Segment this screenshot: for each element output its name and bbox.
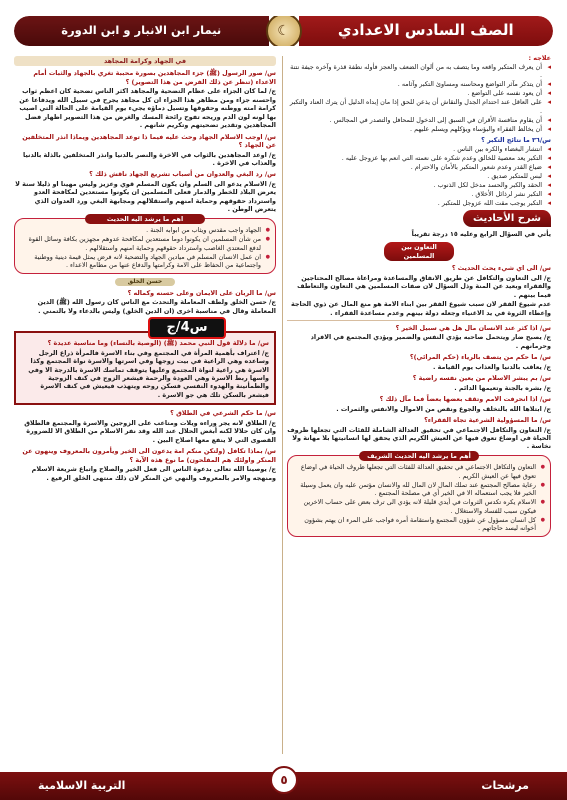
list-item: ● الاسلام يكره تكدس الثروات في أيدي قليلة لانه يؤدي الى ترف بعض على حساب الاخرين فيكون سبب للفساد والاستغلال . [293, 498, 545, 515]
cooperation-band: التعاون بين المسلمين [384, 242, 454, 261]
question: س/ ما المسؤولية الشرعية تجاه الفقراء؟ [424, 416, 551, 425]
arrogance-results-question: س/٣٦ ما نتائج التكبر ؟ [481, 136, 551, 145]
list-item: ● ان عمل الانسان المسلم في ميادين الجهاد والتضحية لانه فرض يمثل قيمة دينية ووطنية واجتماعية من الحفاظ على الامة وكرامتها والدفاع عنها من مطامع الاعداء . [20, 253, 270, 270]
answer: ج/ الى التعاون والتكافل عن طريق الانفاق والمساعدة ومراعاة مصالح المحتاجين والفقراء وبعيد عن المنة وذل السؤال لان صفات المسلمين هي التعاون والتعاطف فيما بينهم . [297, 273, 551, 299]
answer: ج/ بشره بالجنة وتعيمها الدائم . [454, 383, 551, 392]
answer: ج/ حسن الخلق ولطف المعاملة والتحدث مع الناس كان رسول الله (ﷺ) الدين المعاملة وقال في مناسبة اخرى (ان الدين الخلق) وليس بالدعاء ولا بالتمني . [37, 298, 276, 315]
page-number: ٥ [270, 766, 298, 794]
question: س/ الى اي شيء يحث الحديث ؟ [451, 264, 551, 273]
question: س/ ما دلالة قول النبي محمد (ﷺ) (الوصية بالنساء) وما مناسبة عديدة ؟ [47, 339, 269, 348]
list-item: ◂ على العاقل عند احتدام الجدل والنقاش أن يذعن للحق إذا مان إبداه الدليل أن يترك العناد والتكبر . [287, 98, 551, 115]
question: س/ اذا انحرفت الامم وتقف بعضها بعضاً فما مآل ذلك ؟ [379, 395, 551, 404]
question: س/ ما الربان على الايمان وعلى حسنه وكماله ؟ [127, 288, 276, 297]
answer: ج/ اوعد المجاهدين بالثواب في الاخرة والنصر بالدنيا وانذر المتخلفين بالذلة بالدنيا والعذاب في الاخرة . [23, 150, 276, 167]
question: س/ بماذا تكافل (ولتكن منكم امة يدعون الى الخير ويأمرون بالمعروف وينهون عن المنكر واولئك هم المفلحون) ما نوع هذه الآية ؟ [22, 447, 276, 464]
list-item: ● رعاية مصالح المجتمع عند تملك المال لان المال لله والانسان مؤتمن عليه وان يعمل وسيلة الخير فلا يجب استعماله الا في الخير أي في مصلحة المجتمع . [293, 481, 545, 498]
list-item: ◂ أن يعرف المتكبر واقعه وما يتصف به من ألوان الضعف والعجز فأوله نطفة قذرة وآخره جيفة نتنة . [287, 63, 551, 80]
answer: ج/ ابتلاها الله بالتخلف والجوع ونقص من الاموال والانفس والثمرات . [336, 404, 551, 413]
list-item: ● التعاون والتكافل الاجتماعي في تحقيق العدالة للفئات التي تجعلها ظروف الحياة في اوضاع تعوق فيها عن العيش الكريم . [293, 463, 545, 480]
list-item: ◂ أن يقاوم منافسة الأقران في السبق إلى الدخول للمحافل والتصدر في المجالس . [287, 116, 551, 124]
list-item: ● الجهاد واجب مقدس ويثاب من ابوابه الجنة . [20, 226, 270, 234]
answer: ج/ الطلاق لانه يجر وراءه ويلات ومتاعب على الزوجين والاسرة والمجتمع فالطلاق وان كان حلالا لكنه أبغض الحلال عند الله وقد نفر الاسلام من الطلاق الا للضرورة القصوى التي لا ينفع معها اصلاح البين . [24, 418, 276, 444]
question: س/ اذا كثر عند الانسان مال هل هي سبيل الخير ؟ [395, 323, 551, 332]
answer: ج/ الاسلام يدعو الى السلم وان يكون المسلم قوي وعزيز وليس مهينا او ذليلا سنة لا يعرض البلاد للخطر والدمار فعلى المسلمين ان يكونوا مستعدين لمكافحة العدو واسترداد حقوقهم وحماية امنهم واستقلالهم ومجابهة البغي ورد العدوان الذي يتعرض الوطن . [15, 179, 276, 214]
emblem-icon: ☾ [266, 16, 302, 46]
hadith-guidance-box [287, 451, 551, 537]
right-column [287, 54, 551, 758]
results-list [287, 145, 551, 207]
left-column [14, 54, 276, 758]
footer-left-label: التربية الاسلامية [38, 778, 126, 792]
list-item: ◂ التكبر يعد معصية للخالق وعدم شكره على نعمته التي انعم بها عزوجل عليه . [287, 154, 551, 162]
grade-title: الصف السادس الاعدادي [299, 16, 554, 46]
list-item: ◂ التكبر يوجب مقت الله عزوجل للمتكبر . [287, 199, 551, 207]
column-divider [282, 56, 283, 754]
answer: ج/ لما كان الجزاء على عظام التضحية والمجاهد اكثر الناس تضحية كان اعظم ثواب واحسنه جزاء ومن مظاهر هذا الجزاء ان كل مجاهد يجرح في سبيل الله ويدفاعا عن كرامة امته ووطنه وحقوقها وتسيل دماؤه يجيء يوم القيامة على الحالة التي اصيب بها لونه لون الدم وريحه تفوح رائحة المسك والغرض من هذا التصوير اظهار فضل المجاهدين وتقدير تضحيتهم وتكريم شانهم . [19, 87, 276, 130]
list-item: ◂ التكبر نشر لرذائل الأخلاق . [287, 190, 551, 198]
box-title: أهم ما يرشد اليه الحديث الشريف [359, 451, 479, 461]
list-item: ● كل انسان مسؤول عن شؤون المجتمع واستقامة أمره فواجب على المرء ان يهتم بشؤون أخوانه ليسد حاجاتهم . [293, 516, 545, 533]
answer-stamp: س4/ج [148, 317, 226, 339]
separator [287, 320, 551, 321]
question: س/ اوجب الاسلام الجهاد وحث عليه فيما ذا توعد المجاهدين ويماذا انذر المتخلفين عن الجهاد ؟ [22, 132, 276, 150]
answer: ج/ يعاقب بالدنيا والعذاب يوم القيامة . [433, 362, 551, 371]
answer: ج/ اعتراف بأهمية المرأة في المجتمع وفي بناء الاسرة فالمرأة ذراع الرجل وساعده وهي الراعية في بيت زوجها وفي اسرتها والاسرة نواة المجتمع وكذا الاسرة هي راعية لنواة المجتمع وعليها يتوقف تماسك الاسرة بالدرجة الا وفي واسها ربط الاسرة وهي العودة والرحمة فيشعر الزوج في كنف الزوجية والطمأنينة والهدوء النفسي فسكن روحه ويتهذب فيعيش في كنف الاسرة فيشعر بالسكن تلك هي جو الاسرة . [28, 348, 269, 399]
footer-right-label: مرشحات [481, 778, 529, 792]
answer: ج/ يوصينا الله تعالى بدعوة الناس الى فعل الخير والصلاح واتباع شريعة الاسلام ومنهجه والامر بالمعروف والنهي عن المنكر لان ذلك منتهى الخلق الرفيع . [31, 465, 276, 482]
list-item: ◂ الحقد والكبر والحسد مدخل لكل الذنوب . [287, 181, 551, 189]
hadith-subtitle: يأتي في السؤال الرابع وعليه ١٥ درجة تقريباً [411, 229, 551, 238]
question: س/ ما حكم من يتصف بالرياء (حكم المرائي)؟ [409, 353, 551, 362]
list-item: ◂ ضياع القدر وعدم شعور المتكبر بالأمان والاحترام . [287, 163, 551, 171]
list-item: ◂ انتشار البغضاء والكره بين الناس . [287, 145, 551, 153]
answer: ج/ التعاون والتكافل الاجتماعي في تحقيق العدالة الشاملة للفئات التي تجعلها ظروف الحياة في اوضاع تعوق فيها عن العيش الكريم الذي يحقق لها انسانيتها بلا مهانة ولا نخاسة . [287, 425, 551, 451]
jihad-band: في الجهاد وكرامة المجاهد [14, 56, 276, 66]
question: س/ رد البغي والعدوان من أسباب تشريع الجهاد ناقش ذلك ؟ [89, 170, 276, 179]
list-item: ● من شأن المسلمين ان يكونوا دوما مستعدين لمكافحة عدوهم مجهزين بكافة وسائل القوة لدفع المعتدي الغاصب واسترداد حقوقهم وحماية امنهم واستقلالهم . [20, 235, 270, 252]
answer: عدم شيوع الفقر لان سبب شيوع الفقر بين ابناء الامة هو منع المال عن ذوي الحاجة وإعطاء الثروة في يد الاغنياء وجعله دولة بينهم وعدم مساعدة الفقراء . [291, 300, 551, 317]
page-header [14, 16, 553, 46]
question: س/ ما حكم الشرعي في الطلاق ؟ [170, 409, 276, 418]
list-item: ◂ أن يتذكر مآثر التواضع ومحاسنه ومساوئ التكبر وآثامه . [287, 80, 551, 88]
answer: ج/ يصبح ضار ويتحمل صاحبه يؤدي النفس والضمير ويؤدي المجتمع في الافراد وحرمانهم . [310, 333, 551, 350]
treatment-heading: علاجه : [528, 54, 551, 62]
jihad-guidance-box [14, 214, 276, 274]
author-title: نيمار ابن الانبار و ابن الدورة [14, 16, 269, 46]
list-item: ◂ أن يخالط الفقراء والبؤساء ويؤكلهم ويسلم عليهم . [287, 125, 551, 133]
hadith-section-badge: شرح الأحاديث [463, 210, 551, 227]
box-title: اهم ما يرشد اليه الحديث [85, 214, 205, 224]
treatment-list [287, 63, 551, 133]
women-note-box [14, 320, 276, 405]
list-item: ◂ لبس للمتكبر صديق . [287, 172, 551, 180]
question: س/ بم يبشر الاسلام من يعين نفسه راضية ؟ [412, 374, 551, 383]
list-item: ◂ أن يعود نفسه على التواضع . [287, 89, 551, 97]
good-character-band: حسن الخلق [115, 278, 175, 286]
question: س/ صور الرسول (ﷺ) جزء المجاهدين بصورة محببة تغري بالجهاد والثبات أمام الاعداء (تنظر عن ذلك الفرض من هذا التصوير) ؟ [33, 69, 276, 86]
